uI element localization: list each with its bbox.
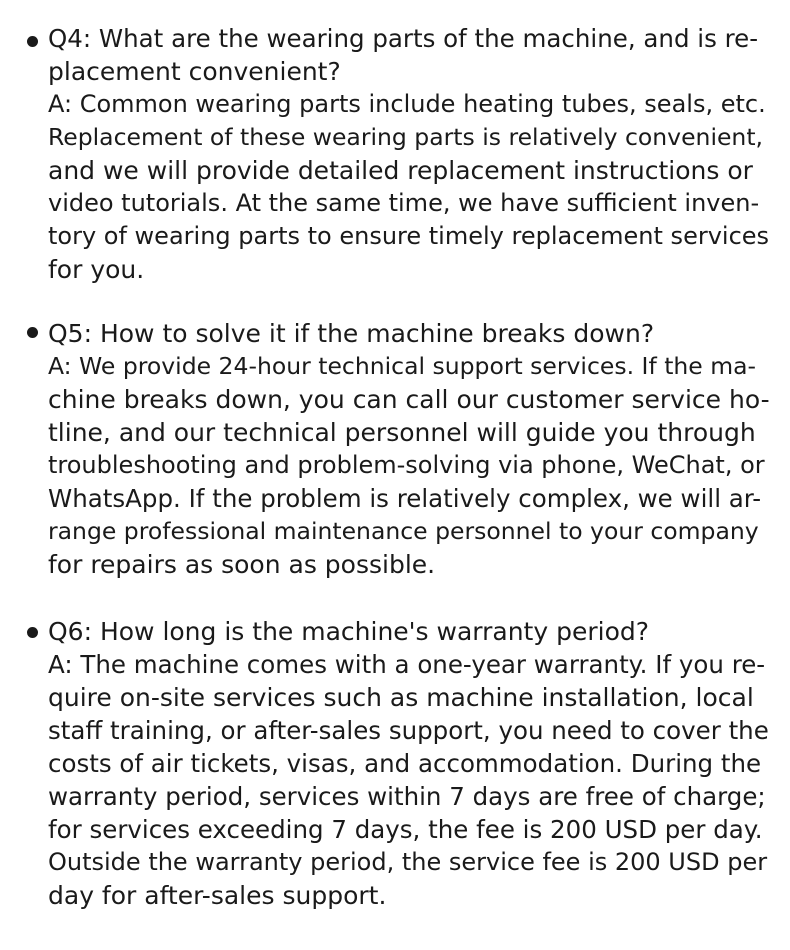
faq-line: Q4: What are the wearing parts of the machine, and is re-	[48, 24, 759, 53]
faq-line: staff training, or after-sales support, you need to cover the	[48, 716, 769, 745]
faq-line: A: Common wearing parts include heating tubes, seals, etc.	[48, 90, 766, 118]
faq-line: for services exceeding 7 days, the fee is 200 USD per day.	[48, 815, 763, 844]
faq-line: Q6: How long is the machine's warranty period?	[48, 617, 650, 646]
faq-line: and we will provide detailed replacement instructions or	[48, 156, 753, 185]
faq-line: Q5: How to solve it if the machine breaks down?	[48, 319, 655, 348]
faq-line: range professional maintenance personnel to your company	[48, 517, 759, 545]
faq-line: troubleshooting and problem-solving via phone, WeChat, or	[48, 451, 765, 479]
bullet-icon	[27, 627, 38, 638]
faq-line: tory of wearing parts to ensure timely replacement services	[48, 222, 770, 250]
faq-line: Outside the warranty period, the service fee is 200 USD per	[48, 848, 768, 876]
faq-line: A: We provide 24-hour technical support services. If the ma-	[48, 352, 757, 380]
faq-line: video tutorials. At the same time, we have sufficient inven-	[48, 189, 760, 217]
faq-line: for you.	[48, 255, 145, 284]
faq-line: placement convenient?	[48, 57, 341, 86]
faq-line: quire on-site services such as machine installation, local	[48, 683, 754, 712]
faq-line: chine breaks down, you can call our customer service ho-	[48, 385, 770, 414]
faq-line: Replacement of these wearing parts is relatively convenient,	[48, 123, 764, 151]
faq-line: A: The machine comes with a one-year warranty. If you re-	[48, 650, 766, 679]
faq-line: for repairs as soon as possible.	[48, 550, 436, 579]
faq-line: WhatsApp. If the problem is relatively complex, we will ar-	[48, 484, 762, 513]
faq-line: day for after-sales support.	[48, 881, 387, 910]
bullet-icon	[27, 36, 38, 47]
faq-line: warranty period, services within 7 days are free of charge;	[48, 782, 766, 811]
bullet-icon	[27, 327, 38, 338]
faq-line: tline, and our technical personnel will guide you through	[48, 418, 756, 447]
faq-line: costs of air tickets, visas, and accommodation. During the	[48, 749, 762, 778]
